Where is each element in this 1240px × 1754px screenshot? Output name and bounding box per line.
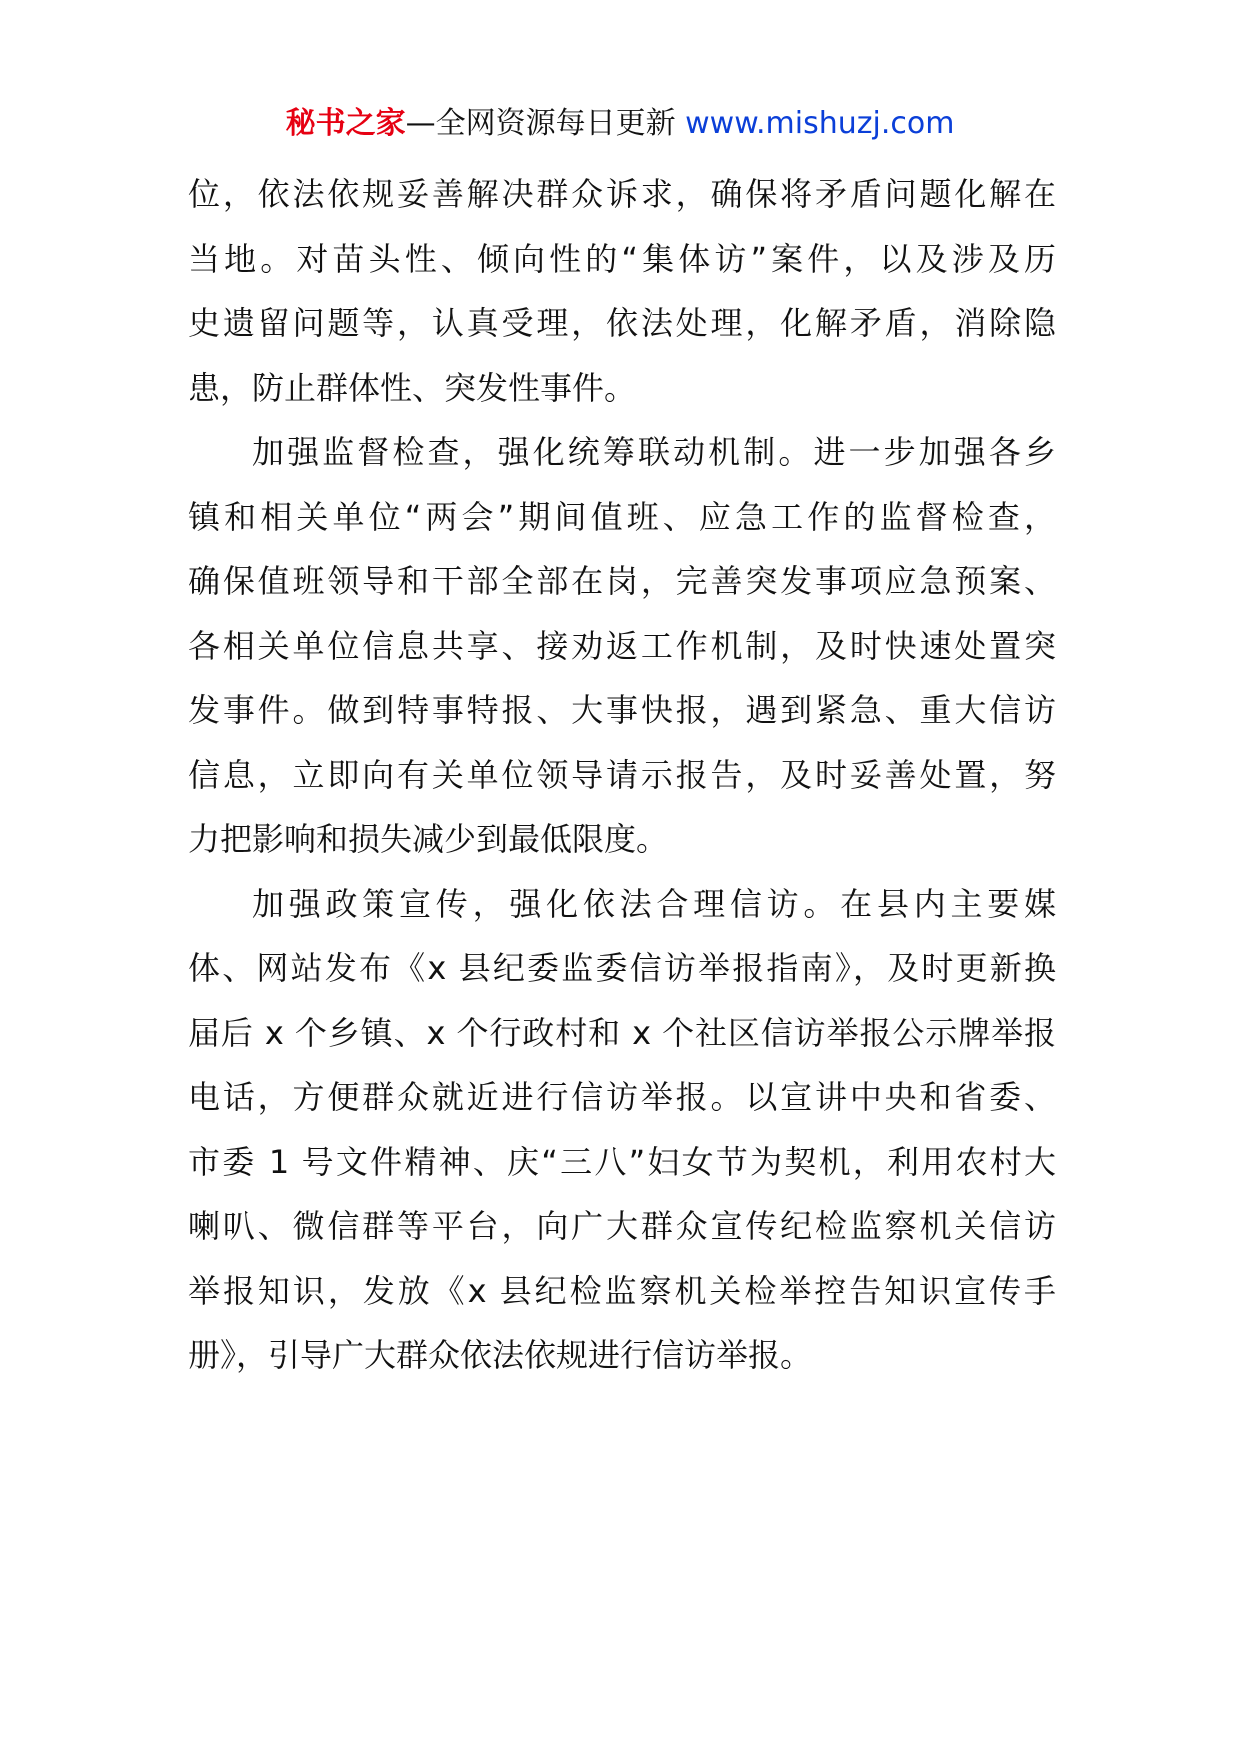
text-line: 确保值班领导和干部全部在岗，完善突发事项应急预案、 bbox=[188, 562, 1056, 600]
text-line: 加强监督检查，强化统筹联动机制。进一步加强各乡 bbox=[252, 433, 1056, 471]
paragraph bbox=[188, 420, 1056, 872]
text-line: 各相关单位信息共享、接劝返工作机制，及时快速处置突 bbox=[188, 626, 1056, 665]
text-line: 体、网站发布《x 县纪委监委信访举报指南》，及时更新换 bbox=[188, 949, 1056, 987]
text-line: 加强政策宣传，强化依法合理信访。在县内主要媒 bbox=[252, 884, 1056, 923]
site-brand: 秘书之家 bbox=[285, 106, 406, 141]
text-line: 信息，立即向有关单位领导请示报告，及时妥善处置，努 bbox=[188, 755, 1056, 794]
text-line: 当地。对苗头性、倾向性的“集体访”案件，以及涉及历 bbox=[188, 239, 1056, 278]
text-line: 发事件。做到特事特报、大事快报，遇到紧急、重大信访 bbox=[188, 691, 1056, 729]
site-url[interactable]: www.mishuzj.com bbox=[685, 106, 955, 141]
text-line: 史遗留问题等，认真受理，依法处理，化解矛盾，消除隐 bbox=[188, 304, 1056, 342]
text-line: 市委 1 号文件精神、庆“三八”妇女节为契机，利用农村大 bbox=[188, 1142, 1056, 1181]
text-line: 举报知识，发放《x 县纪检监察机关检举控告知识宣传手 bbox=[188, 1271, 1056, 1310]
text-line: 喇叭、微信群等平台，向广大群众宣传纪检监察机关信访 bbox=[188, 1207, 1056, 1245]
text-line: 位，依法依规妥善解决群众诉求，确保将矛盾问题化解在 bbox=[188, 175, 1056, 213]
paragraph bbox=[188, 872, 1056, 1388]
site-slogan: —全网资源每日更新 bbox=[405, 106, 686, 141]
text-line: 力把影响和损失减少到最低限度。 bbox=[188, 820, 669, 858]
document-body bbox=[188, 162, 1056, 1388]
text-line: 届后 x 个乡镇、x 个行政村和 x 个社区信访举报公示牌举报 bbox=[188, 1013, 1056, 1052]
page-header bbox=[0, 102, 1240, 146]
text-line: 患，防止群体性、突发性事件。 bbox=[188, 368, 637, 407]
text-line: 镇和相关单位“两会”期间值班、应急工作的监督检查， bbox=[188, 497, 1056, 536]
paragraph bbox=[188, 162, 1056, 420]
text-line: 册》，引导广大群众依法依规进行信访举报。 bbox=[188, 1336, 813, 1374]
text-line: 电话，方便群众就近进行信访举报。以宣讲中央和省委、 bbox=[188, 1078, 1056, 1116]
